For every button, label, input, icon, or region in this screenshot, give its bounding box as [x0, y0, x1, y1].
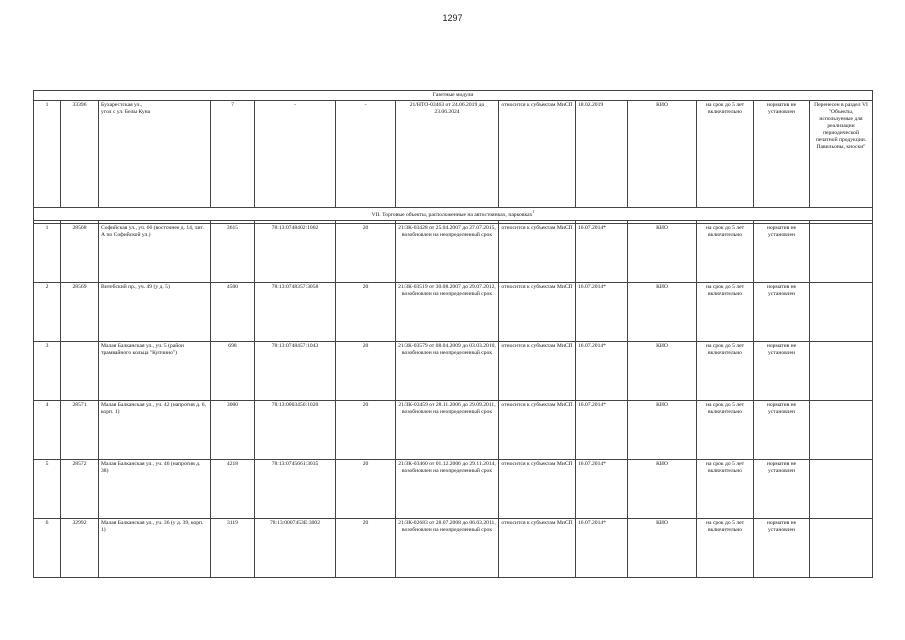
term-cell: на срок до 5 лет включительно — [697, 341, 754, 400]
date-cell: 18.02.2019 — [576, 100, 628, 207]
object-code: 28572 — [61, 459, 99, 518]
contract-cell: 21/ЗК-03460 от 01.12.2006 до 29.11.2014, возобновлен на неопределенный срок — [396, 459, 499, 518]
contract-cell: 21/ЗК-03519 от 30.08.2007 до 29.07.2012, возобновлен на неопределенный срок — [396, 282, 499, 341]
address-cell: Малая Балканская ул., уч. 46 (напротив д. 38) — [99, 459, 211, 518]
object-code: 32992 — [61, 518, 99, 577]
norm-cell: норматив не установлен — [754, 100, 810, 207]
object-code: 28571 — [61, 400, 99, 459]
note-cell — [810, 341, 873, 400]
norm-cell: норматив не установлен — [754, 459, 810, 518]
area-cell: 3615 — [211, 223, 255, 282]
organization-cell: КИО — [628, 282, 697, 341]
row-number: 5 — [34, 459, 61, 518]
subject-status: относится к субъектам МиСП — [499, 518, 576, 577]
area-cell: 3119 — [211, 518, 255, 577]
norm-cell: норматив не установлен — [754, 223, 810, 282]
size-cell: 20 — [336, 459, 396, 518]
row-number: 3 — [34, 341, 61, 400]
object-code: 33396 — [61, 100, 99, 207]
size-cell: 20 — [336, 282, 396, 341]
contract-cell: 21/ЗК-03459 от 28.11.2006 до 29.09.2011, возобновлен на неопределенный срок — [396, 400, 499, 459]
contract-cell: 21/ЗК-02683 от 28.07.2008 до 06.03.2011, возобновлен на неопределенный срок — [396, 518, 499, 577]
contract-cell: 21/ЗК-03428 от 25.04.2007 до 27.07.2015, возобновлен на неопределенный срок — [396, 223, 499, 282]
object-code — [61, 341, 99, 400]
table-row — [34, 518, 873, 577]
subject-status: относится к субъектам МиСП — [499, 282, 576, 341]
subject-status: относится к субъектам МиСП — [499, 100, 576, 207]
cadastral-number: 78:13:0748457:1043 — [255, 341, 336, 400]
area-cell: 3000 — [211, 400, 255, 459]
table-row — [34, 100, 873, 207]
address-cell: Малая Балканская ул., уч. 36 (у д. 39, корп. 1) — [99, 518, 211, 577]
norm-cell: норматив не установлен — [754, 518, 810, 577]
area-cell: 7 — [211, 100, 255, 207]
term-cell: на срок до 5 лет включительно — [697, 459, 754, 518]
section-title-gas: Газетные модули — [34, 91, 873, 101]
cadastral-number: 78:13:0748357:3058 — [255, 282, 336, 341]
norm-cell: норматив не установлен — [754, 400, 810, 459]
size-cell: 20 — [336, 400, 396, 459]
date-cell: 16.07.2014* — [576, 341, 628, 400]
table-row — [34, 400, 873, 459]
size-cell: 20 — [336, 341, 396, 400]
norm-cell: норматив не установлен — [754, 282, 810, 341]
organization-cell: КИО — [628, 341, 697, 400]
address-cell: Софийская ул., уч. 66 (восточнее д. 14, лит. А по Софийской ул.) — [99, 223, 211, 282]
table-body — [34, 91, 873, 578]
table-row — [34, 341, 873, 400]
organization-cell: КИО — [628, 100, 697, 207]
note-cell — [810, 223, 873, 282]
size-cell: - — [336, 100, 396, 207]
address-cell: Бухарестская ул., угол с ул. Белы Куна — [99, 100, 211, 207]
date-cell: 16.07.2014* — [576, 459, 628, 518]
row-number: 4 — [34, 400, 61, 459]
organization-cell: КИО — [628, 223, 697, 282]
term-cell: на срок до 5 лет включительно — [697, 400, 754, 459]
page-number: 1297 — [442, 13, 463, 23]
note-cell — [810, 459, 873, 518]
cadastral-number: 78:13:0003456:1020 — [255, 400, 336, 459]
cadastral-number: 78:13:0748402:1002 — [255, 223, 336, 282]
subject-status: относится к субъектам МиСП — [499, 341, 576, 400]
note-cell: Перенесен в раздел VI "Объекты, используемые для реализации периодической печатной продукции. Павильоны, киоски" — [810, 100, 873, 207]
organization-cell: КИО — [628, 518, 697, 577]
table-row — [34, 459, 873, 518]
norm-cell: норматив не установлен — [754, 341, 810, 400]
area-cell: 698 — [211, 341, 255, 400]
section-title-trade — [34, 207, 873, 220]
table-row — [34, 282, 873, 341]
objects-table — [33, 90, 873, 578]
term-cell: на срок до 5 лет включительно — [697, 518, 754, 577]
term-cell: на срок до 5 лет включительно — [697, 282, 754, 341]
contract-cell: 21/НТО-03463 от 24.06.2019 до 23.06.2024 — [396, 100, 499, 207]
organization-cell: КИО — [628, 459, 697, 518]
row-number: 6 — [34, 518, 61, 577]
note-cell — [810, 518, 873, 577]
date-cell: 16.07.2014* — [576, 223, 628, 282]
subject-status: относится к субъектам МиСП — [499, 400, 576, 459]
size-cell: 20 — [336, 518, 396, 577]
subject-status: относится к субъектам МиСП — [499, 459, 576, 518]
term-cell: на срок до 5 лет включительно — [697, 100, 754, 207]
date-cell: 16.07.2014* — [576, 282, 628, 341]
row-number: 1 — [34, 223, 61, 282]
row-number: 1 — [34, 100, 61, 207]
address-cell: Малая Балканская ул., уч. 5 (район трамвайного кольца "Купчино") — [99, 341, 211, 400]
object-code: 28569 — [61, 282, 99, 341]
contract-cell: 21/ЗК-03579 от 08.04.2009 до 03.03.2010, возобновлен на неопределенный срок — [396, 341, 499, 400]
address-cell: Витебский пр., уч. 49 (у д. 5) — [99, 282, 211, 341]
organization-cell: КИО — [628, 400, 697, 459]
size-cell: 20 — [336, 223, 396, 282]
note-cell — [810, 282, 873, 341]
term-cell: на срок до 5 лет включительно — [697, 223, 754, 282]
note-cell — [810, 400, 873, 459]
row-number: 2 — [34, 282, 61, 341]
area-cell: 4218 — [211, 459, 255, 518]
table-row — [34, 223, 873, 282]
date-cell: 16.07.2014* — [576, 518, 628, 577]
subject-status: относится к субъектам МиСП — [499, 223, 576, 282]
cadastral-number: - — [255, 100, 336, 207]
section-title-text: VII. Торговые объекты, расположенные на автостоянках, парковках — [371, 211, 533, 218]
cadastral-number: 78:13:0745661:3035 — [255, 459, 336, 518]
cadastral-number: 78:13:0007453E:3002 — [255, 518, 336, 577]
footnote-marker: 1 — [532, 208, 535, 214]
object-code: 28568 — [61, 223, 99, 282]
address-cell: Малая Балканская ул., уч. 42 (напротив д. 6, корп. 1) — [99, 400, 211, 459]
area-cell: 4500 — [211, 282, 255, 341]
date-cell: 16.07.2014* — [576, 400, 628, 459]
